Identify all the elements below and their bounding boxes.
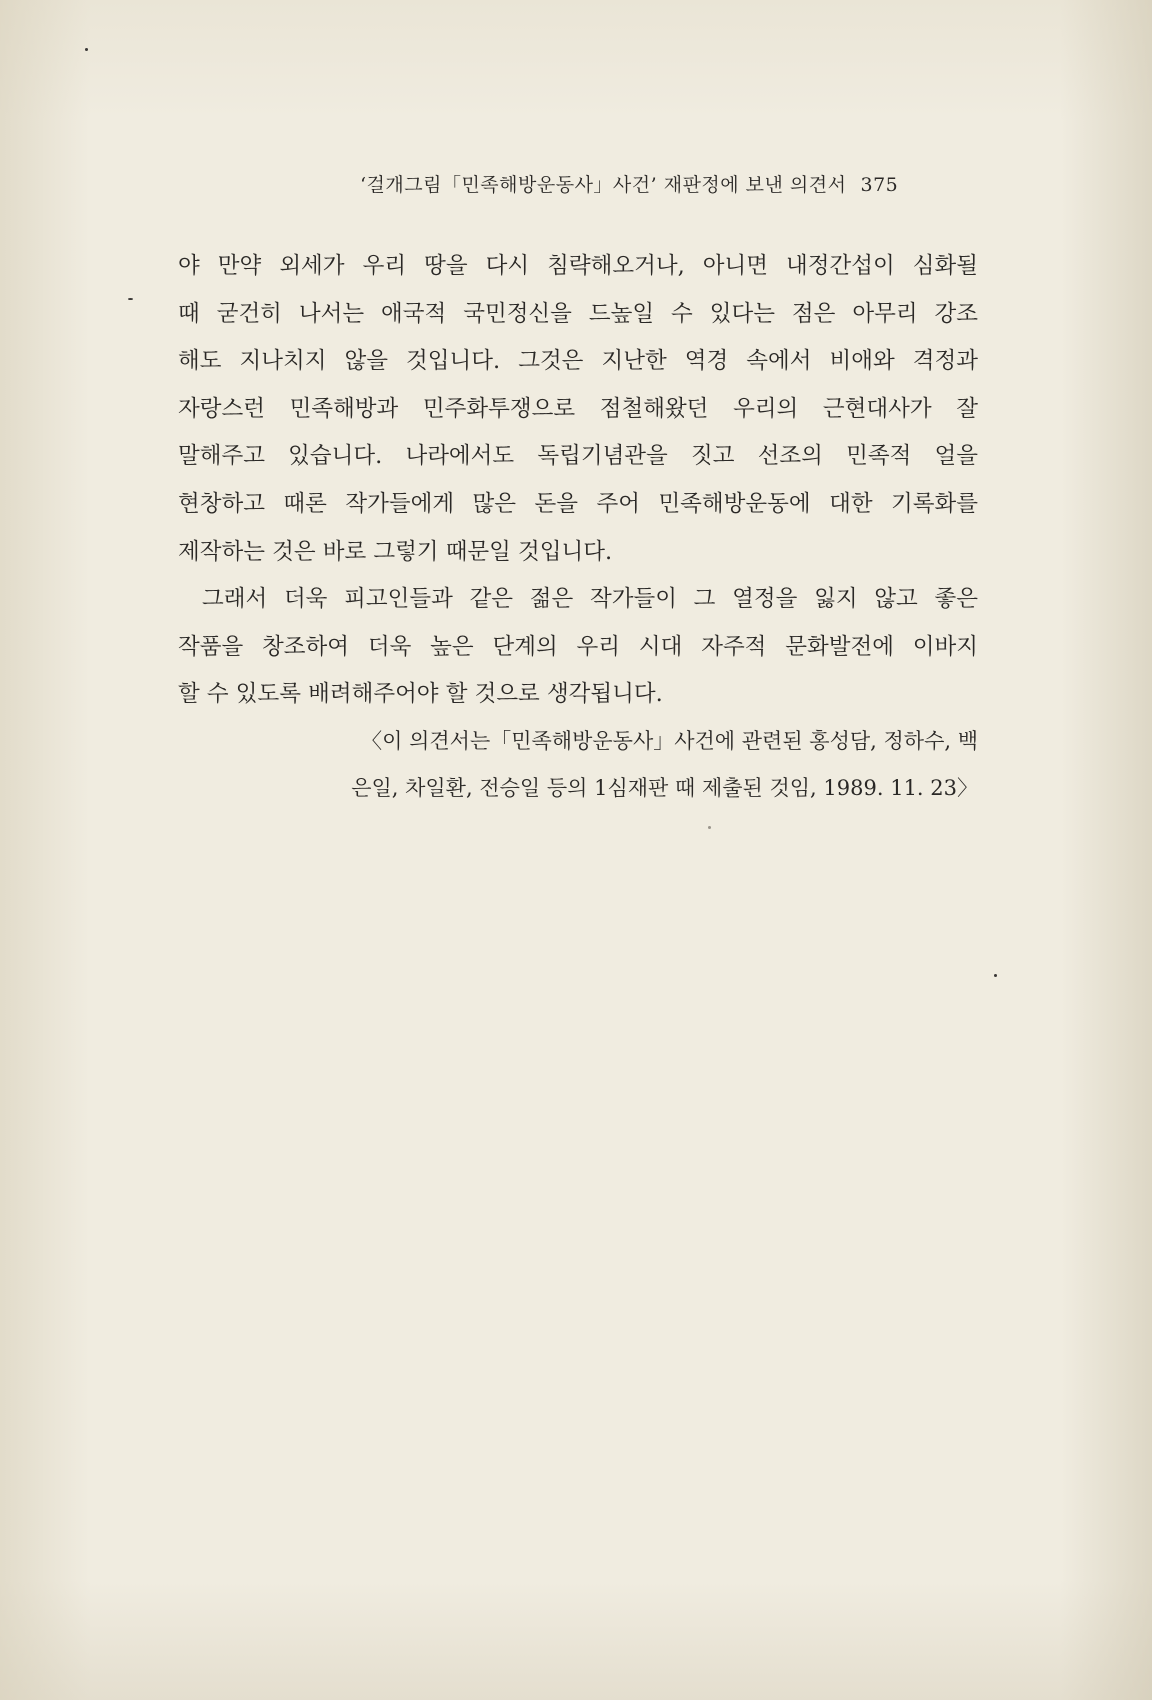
paper-speck [994, 974, 997, 977]
page-number: 375 [860, 174, 899, 196]
running-header-title: ‘걸개그림「민족해방운동사」사건’ 재판정에 보낸 의견서 [360, 174, 847, 196]
closing-note [298, 718, 978, 812]
text-line: 할 수 있도록 배려해주어야 할 것으로 생각됩니다. [178, 681, 663, 708]
text-line: 그래서 더욱 피고인들과 같은 젊은 작가들이 그 열정을 잃지 않고 좋은 [202, 586, 978, 613]
text-line: 자랑스런 민족해방과 민주화투쟁으로 점철해왔던 우리의 근현대사가 잘 [178, 395, 978, 422]
paper-speck [128, 298, 133, 300]
text-line: 야 만약 외세가 우리 땅을 다시 침략해오거나, 아니면 내정간섭이 심화될 [178, 253, 978, 279]
text-line: 때 굳건히 나서는 애국적 국민정신을 드높일 수 있다는 점은 아무리 강조 [178, 300, 978, 327]
text-line: 제작하는 것은 바로 그렇기 때문일 것입니다. [178, 538, 613, 565]
text-line: 해도 지나치지 않을 것입니다. 그것은 지난한 역경 속에서 비애와 격정과 [178, 348, 978, 375]
paper-speck [708, 826, 711, 829]
text-line: 현창하고 때론 작가들에게 많은 돈을 주어 민족해방운동에 대한 기록화를 [178, 490, 978, 517]
text-line: 작품을 창조하여 더욱 높은 단계의 우리 시대 자주적 문화발전에 이바지 [178, 633, 978, 660]
paragraph-2 [178, 576, 978, 719]
body-text [178, 243, 978, 719]
text-line: 말해주고 있습니다. 나라에서도 독립기념관을 짓고 선조의 민족적 얼을 [178, 443, 978, 470]
paper-speck [85, 48, 88, 51]
running-header [360, 170, 960, 197]
paragraph-1 [178, 243, 978, 576]
closing-note-line: 〈이 의견서는「민족해방운동사」사건에 관련된 홍성담, 정하수, 백 [361, 729, 978, 753]
closing-note-line: 은일, 차일환, 전승일 등의 1심재판 때 제출된 것임, 1989. 11. 23〉 [351, 776, 978, 800]
